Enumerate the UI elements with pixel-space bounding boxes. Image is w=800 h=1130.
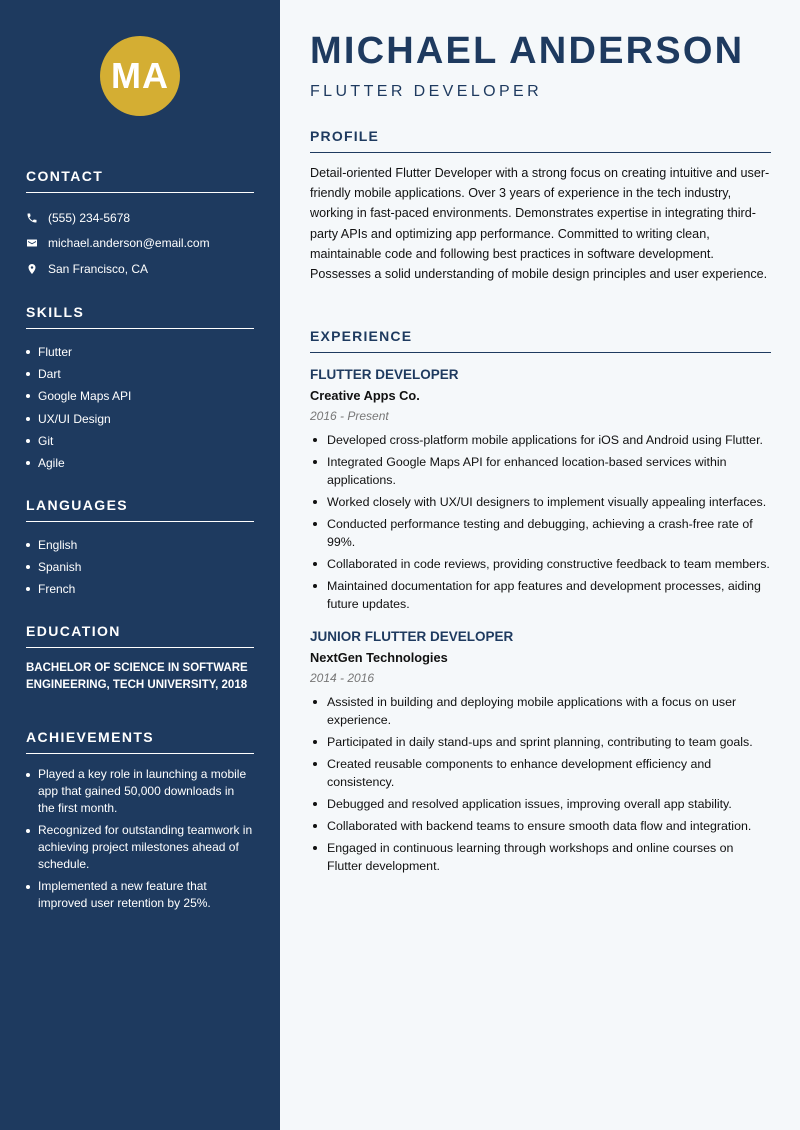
skills-section [26, 304, 254, 474]
contact-location [26, 256, 254, 282]
experience-heading: EXPERIENCE [310, 328, 771, 353]
list-item: Flutter [26, 341, 254, 363]
contact-location-text: San Francisco, CA [48, 261, 149, 276]
job-entry [310, 629, 771, 875]
contact-email [26, 231, 254, 257]
job-company: NextGen Technologies [310, 650, 448, 665]
education-heading: EDUCATION [26, 623, 254, 648]
location-pin-icon [26, 263, 38, 275]
list-item: Created reusable components to enhance development efficiency and consistency. [310, 755, 771, 791]
job-company: Creative Apps Co. [310, 388, 420, 403]
list-item: Implemented a new feature that improved user retention by 25%. [26, 878, 254, 912]
achievements-list [26, 766, 254, 912]
list-item: Google Maps API [26, 385, 254, 407]
candidate-name: MICHAEL ANDERSON [310, 30, 745, 72]
profile-text: Detail-oriented Flutter Developer with a strong focus on creating intuitive and user-friendly mobile applications. Over 3 years of experience in the tech industry, working in fast-paced environments. Demonstrates expertise in integrating third-party APIs and optimizing app performance. Committed to writing clean, maintainable code and following best practices in software development. Possesses a solid understanding of mobile design principles and user experience. [310, 166, 770, 282]
job-entry [310, 367, 771, 613]
job-bullets [310, 693, 771, 875]
list-item: Maintained documentation for app features and development processes, aiding future updates. [310, 577, 771, 613]
list-item: Conducted performance testing and debugging, achieving a crash-free rate of 99%. [310, 515, 771, 551]
list-item: Developed cross-platform mobile applications for iOS and Android using Flutter. [310, 431, 771, 449]
languages-list [26, 534, 254, 601]
list-item: Collaborated in code reviews, providing constructive feedback to team members. [310, 555, 771, 573]
skills-heading: SKILLS [26, 304, 254, 329]
achievements-section [26, 729, 254, 917]
achievements-heading: ACHIEVEMENTS [26, 729, 254, 754]
profile-section [310, 128, 771, 284]
phone-icon [26, 212, 38, 224]
list-item: Recognized for outstanding teamwork in achieving project milestones ahead of schedule. [26, 822, 254, 873]
experience-section [310, 328, 771, 879]
main-content [280, 0, 800, 1130]
list-item: French [26, 578, 254, 600]
sidebar [0, 0, 280, 1130]
list-item: Agile [26, 452, 254, 474]
list-item: Spanish [26, 556, 254, 578]
languages-heading: LANGUAGES [26, 497, 254, 522]
list-item: Participated in daily stand-ups and sprint planning, contributing to team goals. [310, 733, 771, 751]
contact-phone [26, 205, 254, 231]
list-item: Debugged and resolved application issues, improving overall app stability. [310, 795, 771, 813]
list-item: Git [26, 430, 254, 452]
contact-phone-text: (555) 234-5678 [48, 210, 131, 225]
list-item: Engaged in continuous learning through workshops and online courses on Flutter development. [310, 839, 771, 875]
job-title: JUNIOR FLUTTER DEVELOPER [310, 629, 514, 644]
list-item: Collaborated with backend teams to ensure smooth data flow and integration. [310, 817, 771, 835]
contact-section [26, 168, 254, 282]
avatar: MA [100, 36, 180, 116]
contact-heading: CONTACT [26, 168, 254, 193]
job-dates: 2014 - 2016 [310, 671, 375, 685]
contact-email-text: michael.anderson@email.com [48, 236, 210, 251]
profile-heading: PROFILE [310, 128, 771, 153]
email-icon [26, 237, 38, 249]
list-item: Played a key role in launching a mobile app that gained 50,000 downloads in the first month. [26, 766, 254, 817]
list-item: Assisted in building and deploying mobile applications with a focus on user experience. [310, 693, 771, 729]
skills-list [26, 341, 254, 474]
job-bullets [310, 431, 771, 613]
job-dates: 2016 - Present [310, 409, 389, 423]
candidate-role: FLUTTER DEVELOPER [310, 83, 543, 100]
education-section [26, 623, 254, 694]
education-degree: BACHELOR OF SCIENCE IN SOFTWARE ENGINEERING, TECH UNIVERSITY, 2018 [26, 662, 248, 691]
list-item: Dart [26, 363, 254, 385]
list-item: Integrated Google Maps API for enhanced location-based services within applications. [310, 453, 771, 489]
languages-section [26, 497, 254, 601]
list-item: Worked closely with UX/UI designers to implement visually appealing interfaces. [310, 493, 771, 511]
list-item: English [26, 534, 254, 556]
list-item: UX/UI Design [26, 408, 254, 430]
job-title: FLUTTER DEVELOPER [310, 367, 459, 382]
